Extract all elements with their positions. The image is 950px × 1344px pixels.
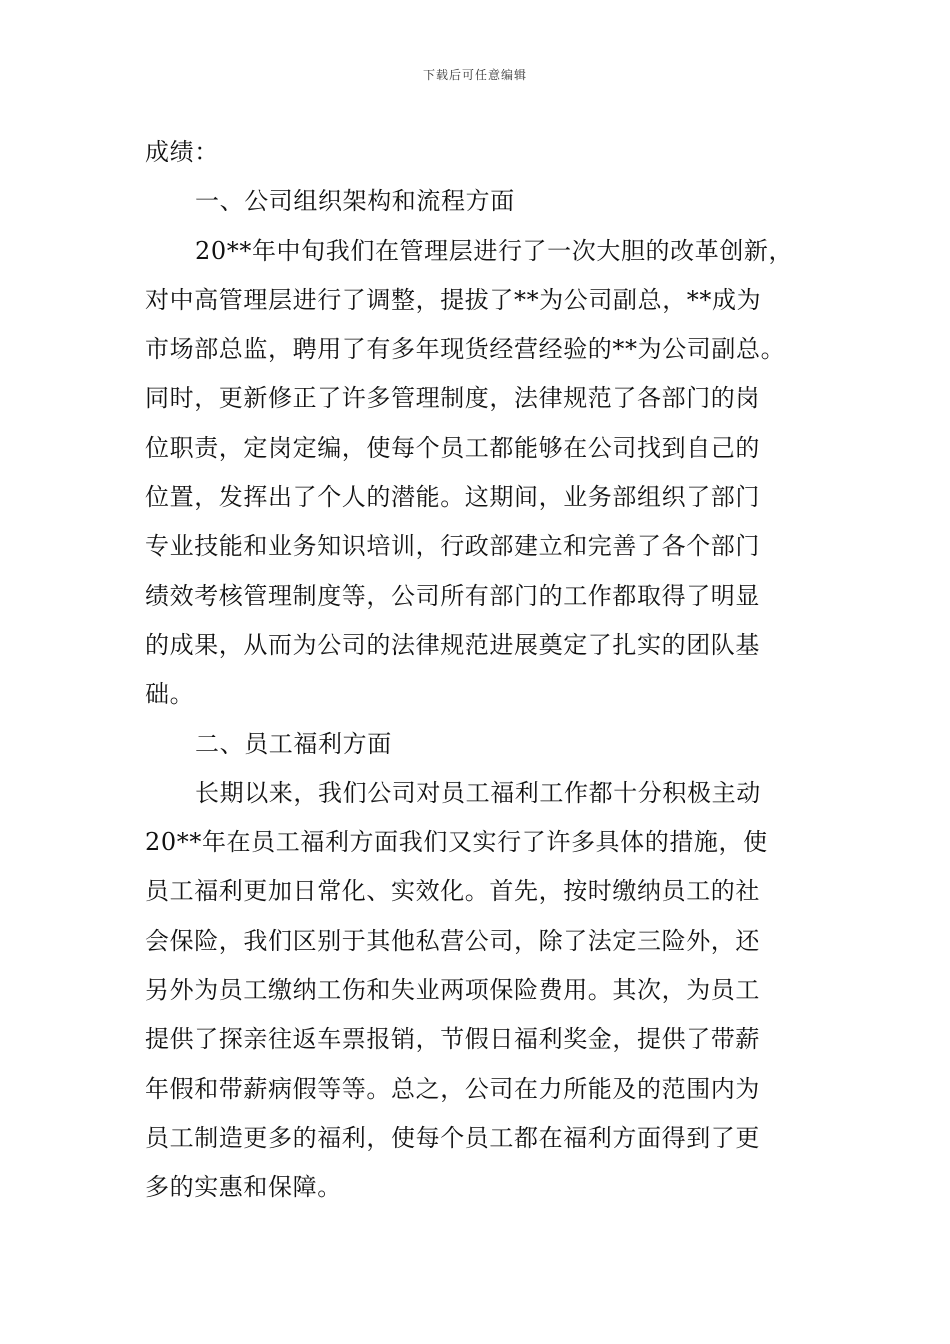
text-line: 年假和带薪病假等等。总之，公司在力所能及的范围内为 (145, 1074, 760, 1103)
text-line: 的成果，从而为公司的法律规范进展奠定了扎实的团队基 (145, 630, 760, 659)
text-line: 提供了探亲往返车票报销，节假日福利奖金，提供了带薪 (145, 1025, 760, 1054)
text-line: 20**年中旬我们在管理层进行了一次大胆的改革创新， (195, 236, 794, 265)
text-line: 市场部总监，聘用了有多年现货经营经验的**为公司副总。 (145, 335, 786, 364)
text-line: 对中高管理层进行了调整，提拔了**为公司副总，**成为 (145, 285, 762, 314)
text-line: 员工制造更多的福利，使每个员工都在福利方面得到了更 (145, 1123, 760, 1152)
text-line: 绩效考核管理制度等，公司所有部门的工作都取得了明显 (145, 581, 760, 610)
text-line: 二、员工福利方面 (195, 729, 392, 758)
header-note: 下载后可任意编辑 (422, 68, 527, 82)
text-line: 20**年在员工福利方面我们又实行了许多具体的措施，使 (145, 828, 768, 857)
text-line: 员工福利更加日常化、实效化。首先，按时缴纳员工的社 (145, 877, 760, 906)
text-line: 位置，发挥出了个人的潜能。这期间，业务部组织了部门 (145, 483, 760, 512)
text-line: 位职责，定岗定编，使每个员工都能够在公司找到自己的 (145, 433, 760, 462)
body-text (145, 128, 825, 1213)
text-line: 长期以来，我们公司对员工福利工作都十分积极主动 (195, 778, 761, 807)
text-line: 础。 (145, 680, 195, 709)
text-line: 一、公司组织架构和流程方面 (195, 187, 515, 216)
text-line: 另外为员工缴纳工伤和失业两项保险费用。其次，为员工 (145, 976, 760, 1005)
text-line: 会保险，我们区别于其他私营公司，除了法定三险外，还 (145, 926, 760, 955)
text-line: 成绩： (145, 138, 219, 166)
text-line: 多的实惠和保障。 (145, 1173, 342, 1202)
text-line: 同时，更新修正了许多管理制度，法律规范了各部门的岗 (145, 384, 760, 413)
text-line: 专业技能和业务知识培训，行政部建立和完善了各个部门 (145, 532, 760, 561)
